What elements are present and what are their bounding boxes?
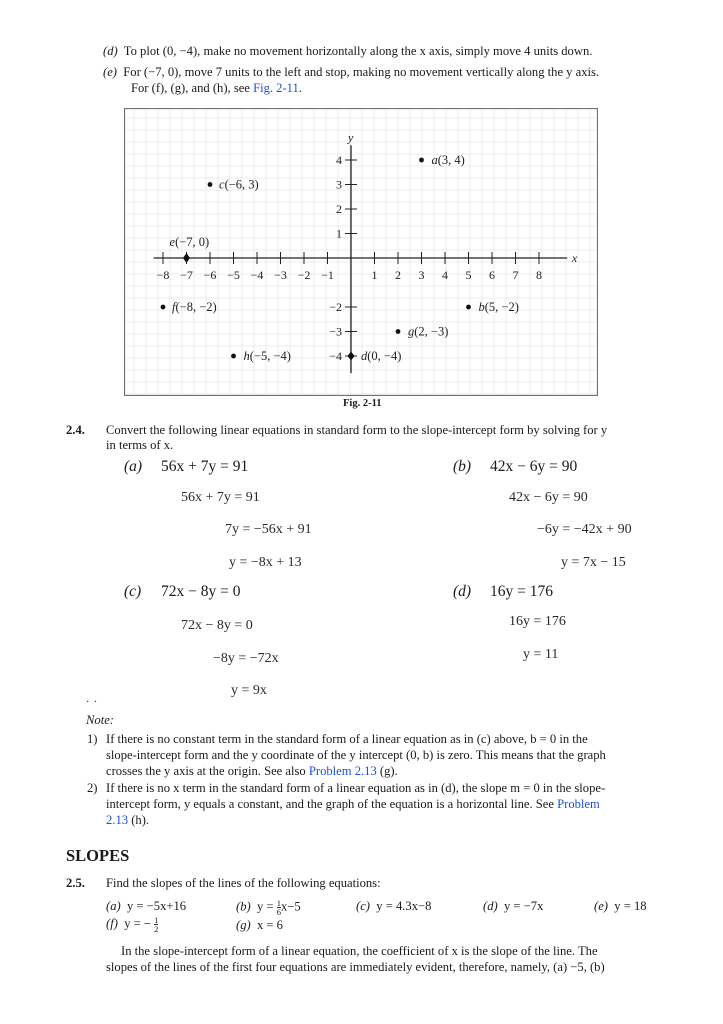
point-label: h(−5, −4) <box>243 349 291 363</box>
slopes-paragraph-line-2: slopes of the lines of the first four equations are immediately evident, therefore, namely, (a) −5, (b) <box>106 960 605 974</box>
slope-eq-g-label: (g) <box>236 918 251 932</box>
problem-2-13-link[interactable]: Problem 2.13 <box>308 764 377 778</box>
intro-e-text: For (−7, 0), move 7 units to the left and stop, making no movement vertically along the y axis. <box>123 65 600 79</box>
eq-a-step-2: 7y = −56x + 91 <box>225 522 312 537</box>
x-tick-label: 5 <box>465 268 472 282</box>
x-axis-label: x <box>571 251 578 265</box>
fig-2-11-link[interactable]: Fig. 2-11 <box>253 81 299 95</box>
slope-eq-f-fraction <box>154 916 158 933</box>
slope-eq-g <box>236 918 283 933</box>
point-label: b(5, −2) <box>478 300 519 314</box>
x-tick-label: 3 <box>418 268 425 282</box>
slope-eq-d-label: (d) <box>483 899 498 913</box>
x-tick-label: −8 <box>156 268 170 282</box>
y-tick-label: 3 <box>336 177 342 192</box>
point-marker <box>231 354 236 359</box>
point-marker <box>419 158 424 163</box>
intro-d-label: (d) <box>103 44 118 58</box>
eq-d-step-1: 16y = 176 <box>509 614 566 629</box>
slope-eq-a-text: y = −5x+16 <box>126 899 187 913</box>
point-label: a(3, 4) <box>431 153 465 167</box>
x-tick-label: −3 <box>274 268 287 282</box>
note-item-1-line-3-text: crosses the y axis at the origin. See also <box>106 764 306 778</box>
problem-2-4-statement-2: in terms of x. <box>106 438 174 452</box>
slope-eq-e-label: (e) <box>594 899 608 913</box>
point-marker <box>396 329 401 334</box>
x-tick-label: −7 <box>180 268 193 282</box>
x-tick-label: −4 <box>250 268 264 282</box>
x-tick-label: −1 <box>321 268 334 282</box>
eq-a-step-3: y = −8x + 13 <box>229 555 302 570</box>
slope-eq-d <box>483 899 543 914</box>
slope-eq-b-frac-den: 6 <box>276 907 281 917</box>
slope-eq-b-pre: y = <box>256 899 274 914</box>
point-marker <box>466 305 471 310</box>
slope-eq-f-frac-num: 1 <box>154 915 159 925</box>
eq-b-label: (b) <box>453 458 472 475</box>
slope-eq-f <box>106 916 158 933</box>
eq-d-label: (d) <box>453 583 472 600</box>
note-item-1-line-3 <box>106 763 398 779</box>
point-label: d(0, −4) <box>361 349 402 363</box>
intro-d-text: To plot (0, −4), make no movement horizontally along the x axis, simply move 4 units down. <box>123 44 593 58</box>
slope-eq-a-label: (a) <box>106 899 121 913</box>
problem-2-5-number: 2.5. <box>66 876 85 890</box>
intro-d <box>103 43 592 59</box>
slope-eq-g-text: x = 6 <box>256 918 283 932</box>
eq-b-step-2: −6y = −42x + 90 <box>537 522 632 537</box>
point-label: g(2, −3) <box>408 324 449 339</box>
slope-eq-c-text: y = 4.3x−8 <box>376 899 432 913</box>
y-tick-label: −4 <box>329 349 342 363</box>
y-tick-label: 4 <box>336 153 342 167</box>
x-tick-label: −5 <box>227 268 240 282</box>
point-label: e(−7, 0) <box>169 235 210 249</box>
slope-eq-b-frac-num: 1 <box>276 898 281 908</box>
point-label: c(−6, 3) <box>219 177 259 192</box>
intro-e-label: (e) <box>103 65 117 79</box>
note-item-2-line-1: If there is no x term in the standard form of a linear equation as in (d), the slope m = 0 in the slope- <box>106 781 606 795</box>
y-tick-label: 1 <box>336 226 342 241</box>
slope-eq-e <box>594 899 647 914</box>
note-item-1-line-1: If there is no constant term in the standard form of a linear equation as in (c) above, b = 0 in the <box>106 732 588 746</box>
eq-a-step-1: 56x + 7y = 91 <box>181 490 260 505</box>
point-marker <box>161 305 166 310</box>
intro-e-cont <box>131 80 302 96</box>
figure-caption: Fig. 2-11 <box>343 398 382 409</box>
x-tick-label: 1 <box>371 268 378 282</box>
y-tick-label: −3 <box>329 324 342 339</box>
eq-c-step-1: 72x − 8y = 0 <box>181 618 253 633</box>
intro-e <box>103 64 599 80</box>
slopes-heading: SLOPES <box>66 846 130 865</box>
note-item-2-line-3-suffix: (h). <box>131 813 150 827</box>
slope-eq-c-label: (c) <box>356 899 370 913</box>
note-item-1-line-3-suffix: (g). <box>379 764 398 778</box>
problem-2-13h-link-a[interactable]: Problem <box>557 797 600 811</box>
note-item-2-line-2-text: intercept form, y equals a constant, and the graph of the equation is a horizontal line. See <box>106 797 554 811</box>
note-item-1-number: 1) <box>87 732 98 746</box>
problem-2-4-statement-1: Convert the following linear equations in standard form to the slope-intercept form by solving for y <box>106 423 608 437</box>
note-item-2-line-3 <box>106 812 149 828</box>
note-item-2-number: 2) <box>87 781 98 795</box>
eq-c-step-3: y = 9x <box>231 683 267 698</box>
slope-eq-b <box>236 899 301 916</box>
slope-eq-c <box>356 899 431 914</box>
eq-a: 56x + 7y = 91 <box>161 458 249 475</box>
point-label: f(−8, −2) <box>172 300 217 314</box>
coordinate-graph <box>124 108 598 396</box>
x-tick-label: 7 <box>512 268 519 282</box>
eq-b-step-1: 42x − 6y = 90 <box>509 490 588 505</box>
slope-eq-b-label: (b) <box>236 899 251 914</box>
intro-e-text2: For (f), (g), and (h), see <box>131 81 250 95</box>
x-tick-label: 8 <box>536 268 542 282</box>
slope-eq-d-text: y = −7x <box>503 899 544 913</box>
slope-eq-a <box>106 899 186 914</box>
slopes-paragraph-line-1: In the slope-intercept form of a linear equation, the coefficient of x is the slope of the line. The <box>121 944 598 958</box>
point-marker <box>208 182 213 187</box>
slope-eq-f-pre: y = − <box>124 916 151 931</box>
y-tick-label: 2 <box>336 202 342 216</box>
y-tick-label: −2 <box>329 300 342 314</box>
problem-2-4-number: 2.4. <box>66 423 85 437</box>
problem-2-5-statement: Find the slopes of the lines of the following equations: <box>106 876 381 890</box>
eq-c: 72x − 8y = 0 <box>161 583 241 600</box>
x-tick-label: 6 <box>489 268 495 282</box>
eq-a-label: (a) <box>124 458 143 475</box>
note-item-2-line-2 <box>106 796 600 812</box>
intro-e-period: . <box>298 81 302 95</box>
x-tick-label: −2 <box>297 268 311 282</box>
y-axis-label: y <box>348 130 354 145</box>
note-item-1-line-2: slope-intercept form and the y coordinate of the y intercept (0, b) is zero. This means that the graph <box>106 748 606 762</box>
slope-eq-f-label: (f) <box>106 916 118 931</box>
eq-d-step-2: y = 11 <box>523 647 559 662</box>
note-dots: · · <box>86 697 99 708</box>
slope-eq-e-text: y = 18 <box>614 899 647 913</box>
x-tick-label: −6 <box>203 268 217 282</box>
slope-eq-f-frac-den: 2 <box>154 924 159 934</box>
eq-b-step-3: y = 7x − 15 <box>561 555 626 570</box>
eq-c-step-2: −8y = −72x <box>213 651 279 666</box>
slope-eq-b-post: x−5 <box>280 899 301 914</box>
eq-b: 42x − 6y = 90 <box>490 458 578 475</box>
note-title: Note: <box>86 713 114 727</box>
eq-d: 16y = 176 <box>490 583 553 600</box>
problem-2-13h-link-b[interactable]: 2.13 <box>106 813 129 827</box>
x-tick-label: 4 <box>442 268 448 282</box>
x-tick-label: 2 <box>395 268 401 282</box>
eq-c-label: (c) <box>124 583 142 600</box>
